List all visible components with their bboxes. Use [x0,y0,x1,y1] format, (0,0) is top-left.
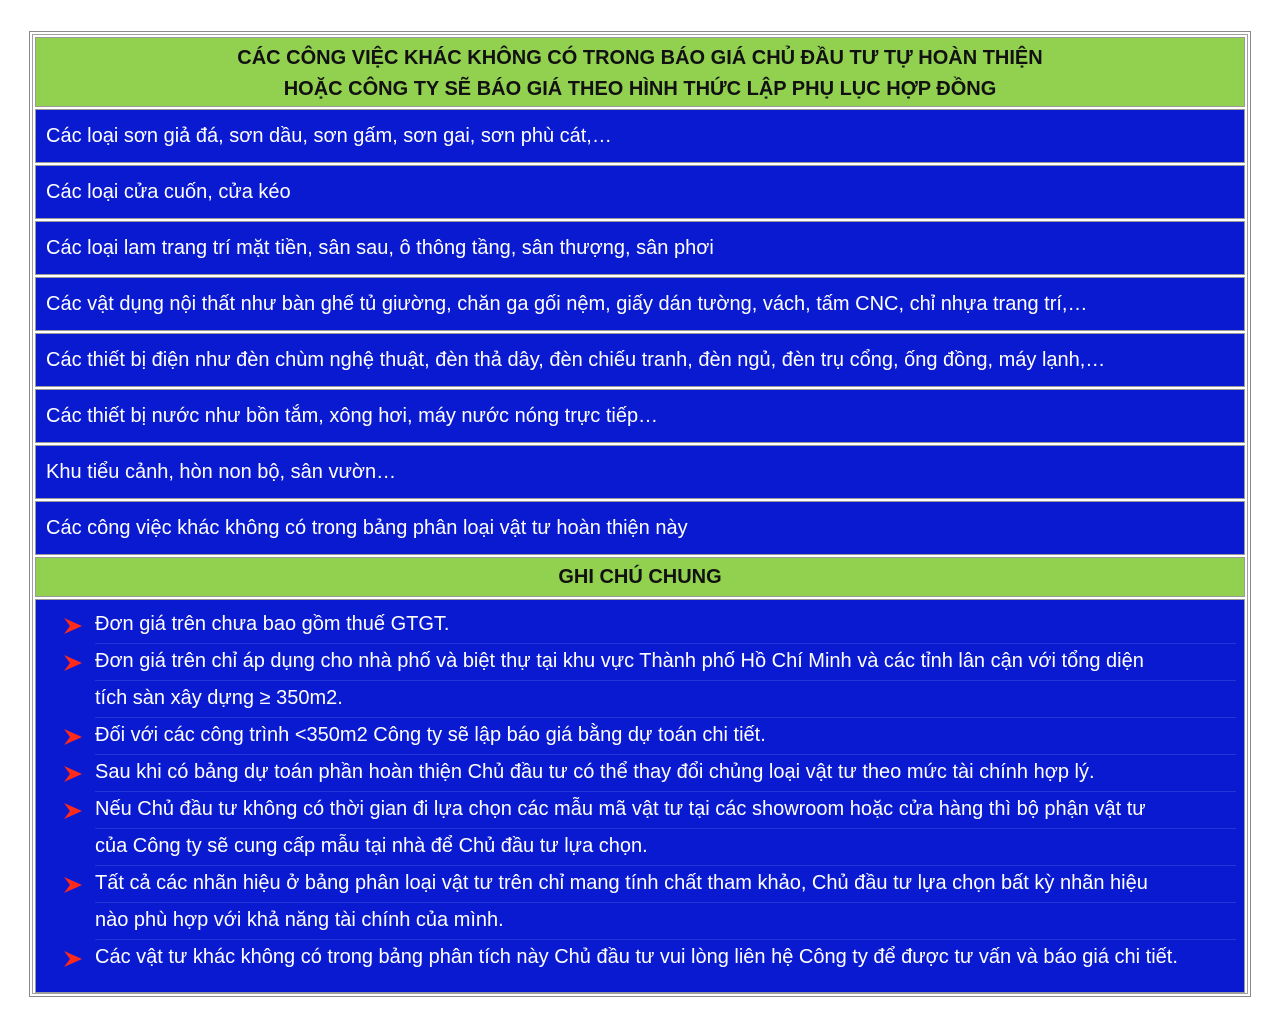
note-line: Đối với các công trình <350m2 Công ty sẽ lập báo giá bằng dự toán chi tiết. [95,717,1236,755]
note-line: Đơn giá trên chưa bao gồm thuế GTGT. [95,606,1236,644]
note-line: nào phù hợp với khả năng tài chính của mình. [95,902,1236,940]
table-row [35,445,1245,499]
notes-header [35,557,1245,597]
note-line: Đơn giá trên chỉ áp dụng cho nhà phố và biệt thự tại khu vực Thành phố Hồ Chí Minh và các tỉnh lân cận với tổng diện [95,643,1236,681]
header-line-2: HOẶC CÔNG TY SẼ BÁO GIÁ THEO HÌNH THỨC LẬP PHỤ LỤC HỢP ĐỒNG [283,78,997,100]
row-text: Khu tiểu cảnh, hòn non bộ, sân vườn… [46,460,397,483]
notes-body [35,599,1245,993]
note-line: Sau khi có bảng dự toán phần hoàn thiện Chủ đầu tư có thể thay đổi chủng loại vật tư theo mức tài chính hợp lý. [95,754,1236,792]
arrow-bullet-icon [64,766,82,782]
row-text: Các vật dụng nội thất như bàn ghế tủ giường, chăn ga gối nệm, giấy dán tường, vách, tấm CNC, chỉ nhựa trang trí,… [46,292,1088,315]
price-table [32,34,1248,994]
table-row [35,109,1245,163]
row-text: Các thiết bị nước như bồn tắm, xông hơi, máy nước nóng trực tiếp… [46,404,659,427]
row-text: Các loại lam trang trí mặt tiền, sân sau, ô thông tầng, sân thượng, sân phơi [46,236,714,259]
price-table-frame [29,31,1251,997]
row-text: Các thiết bị điện như đèn chùm nghệ thuật, đèn thả dây, đèn chiếu tranh, đèn ngủ, đèn trụ cổng, ống đồng, máy lạnh,… [46,348,1106,371]
table-header [35,37,1245,107]
table-row [35,165,1245,219]
notes-title: GHI CHÚ CHUNG [558,566,722,588]
note-line: tích sàn xây dựng ≥ 350m2. [95,680,1236,718]
table-row [35,389,1245,443]
row-text: Các loại sơn giả đá, sơn dầu, sơn gấm, sơn gai, sơn phù cát,… [46,124,612,147]
header-line-1: CÁC CÔNG VIỆC KHÁC KHÔNG CÓ TRONG BÁO GIÁ CHỦ ĐẦU TƯ TỰ HOÀN THIỆN [237,47,1043,69]
note-line: của Công ty sẽ cung cấp mẫu tại nhà để Chủ đầu tư lựa chọn. [95,828,1236,866]
arrow-bullet-icon [64,729,82,745]
note-line: Tất cả các nhãn hiệu ở bảng phân loại vật tư trên chỉ mang tính chất tham khảo, Chủ đầu tư lựa chọn bất kỳ nhãn hiệu [95,865,1236,903]
arrow-bullet-icon [64,618,82,634]
row-text: Các công việc khác không có trong bảng phân loại vật tư hoàn thiện này [46,516,688,539]
table-row [35,333,1245,387]
arrow-bullet-icon [64,951,82,967]
table-row [35,501,1245,555]
table-row [35,221,1245,275]
note-line: Nếu Chủ đầu tư không có thời gian đi lựa chọn các mẫu mã vật tư tại các showroom hoặc cửa hàng thì bộ phận vật tư [95,791,1236,829]
note-line: Các vật tư khác không có trong bảng phân tích này Chủ đầu tư vui lòng liên hệ Công ty để được tư vấn và báo giá chi tiết. [95,946,1178,968]
arrow-bullet-icon [64,655,82,671]
row-text: Các loại cửa cuốn, cửa kéo [46,180,291,203]
arrow-bullet-icon [64,803,82,819]
arrow-bullet-icon [64,877,82,893]
table-row [35,277,1245,331]
